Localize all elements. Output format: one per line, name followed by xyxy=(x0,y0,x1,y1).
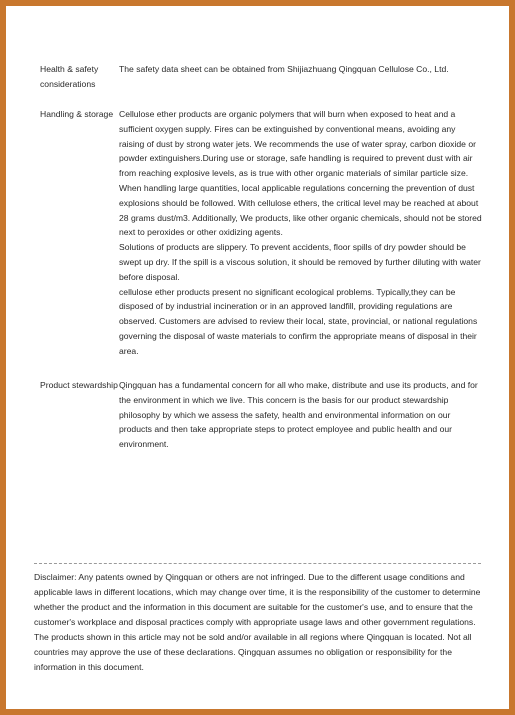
paragraph: Cellulose ether products are organic polymers that will burn when exposed to heat and a sufficient oxygen supply. Fires can be extinguished by conventional means, avoiding any raising of dust by strong water jets. We recommends the use of water spray, carbon dioxide or powder extinguishers.During use or storage, safe handling is required to prevent dust with air from reaching explosive levels, as is true with other organic materials of similar particle size. When handling large quantities, local applicable regulations concerning the prevention of dust explosions should be followed. With cellulose ethers, the critical level may be reached at about 28 grams dust/m3. Additionally, We products, like other organic chemicals, should not be stored next to peroxides or other oxidizing agents. xyxy=(119,109,482,238)
paragraph: Solutions of products are slippery. To prevent accidents, floor spills of dry powder should be swept up dry. If the spill is a viscous solution, it should be removed by further diluting with water before disposal. xyxy=(119,242,481,282)
disclaimer-text: Disclaimer: Any patents owned by Qingquan or others are not infringed. Due to the different usage conditions and applicable laws in different locations, which may change over time, it is the responsibility of the customer to determine whether the product and the information in this document are suitable for the customer's use, and to ensure that the customer's workplace and disposal practices comply with appropriate usage laws and other government regulations. The products shown in this article may not be sold and/or available in all regions where Qingquan is located. Not all countries may approve the use of these declarations. Qingquan assumes no obligation or responsibility for the information in this document. xyxy=(34,572,481,672)
document-page xyxy=(6,6,509,709)
section-body xyxy=(119,107,483,359)
section-body xyxy=(119,62,483,77)
dashed-divider xyxy=(34,563,481,564)
section-label: Health & safety considerations xyxy=(40,64,99,89)
section-label: Product stewardship xyxy=(40,380,118,390)
section-body xyxy=(119,378,483,452)
section-label: Handling & storage xyxy=(40,109,114,119)
paragraph: cellulose ether products present no significant ecological problems. Typically,they can be disposed of by industrial incineration or in an approved landfill, providing regulations are observed. Customers are advised to review their local, state, provincial, or national regulations governing the disposal of waste materials to confirm the appropriate means of disposal in their area. xyxy=(119,286,478,356)
paragraph: The safety data sheet can be obtained from Shijiazhuang Qingquan Cellulose Co., Ltd. xyxy=(119,64,449,74)
paragraph: Qingquan has a fundamental concern for all who make, distribute and use its products, and for the environment in which we live. This concern is the basis for our product stewardship philosophy by which we assess the safety, health and environmental information on our products and then take appropriate steps to protect employee and public health and our environment. xyxy=(119,380,478,450)
